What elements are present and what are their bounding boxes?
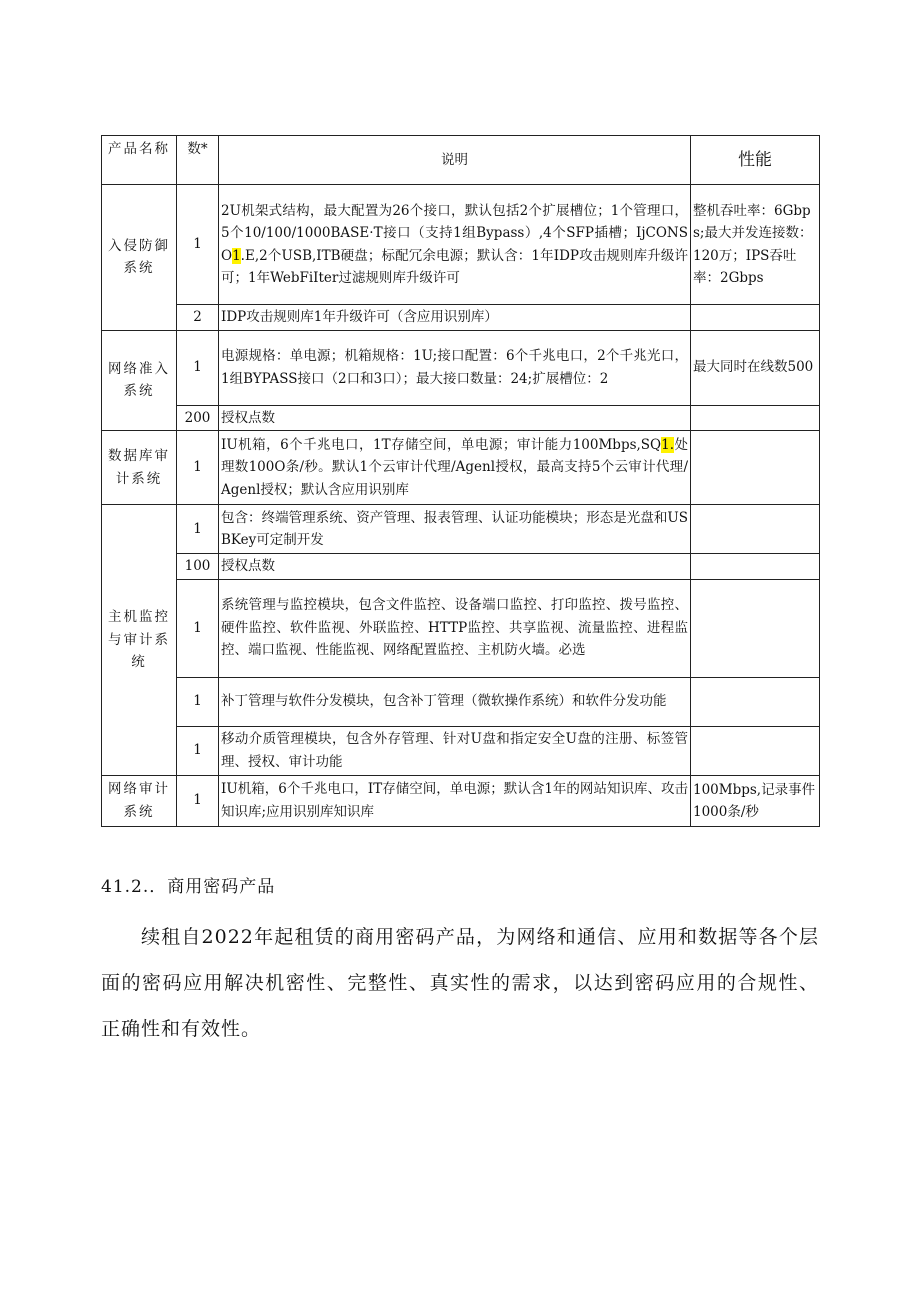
table-row xyxy=(102,579,820,677)
header-description: 说明 xyxy=(219,136,691,185)
section-heading: 41.2.．商用密码产品 xyxy=(101,877,276,897)
quantity-cell: 1 xyxy=(177,677,219,726)
quantity-cell: 200 xyxy=(177,405,219,431)
description-cell: 授权点数 xyxy=(219,405,691,431)
quantity-cell: 1 xyxy=(177,579,219,677)
quantity-cell: 1 xyxy=(177,330,219,405)
description-cell: 系统管理与监控模块，包含文件监控、设备端口监控、打印监控、拨号监控、硬件监控、软件监视、外联监控、HTTP监控、共享监视、流量监控、进程监控、端口监视、性能监视、网络配置监控、主机防火墙。必选 xyxy=(219,579,691,677)
product-name-net-audit: 网络审计系统 xyxy=(102,775,177,826)
quantity-cell: 100 xyxy=(177,554,219,580)
product-name-host-monitor: 主机监控与审计系统 xyxy=(102,505,177,776)
table-row xyxy=(102,726,820,775)
description-text: IU机箱，6个千兆电口，1T存储空间，单电源；审计能力100Mbps,SQ xyxy=(221,436,662,453)
highlight-mark: 1. xyxy=(661,436,675,453)
performance-cell xyxy=(691,431,820,505)
header-quantity: 数* xyxy=(177,136,219,185)
description-text: 2U机架式结构，最大配置为26个接口，默认包括2个扩展槽位；1个管理口，5个10/100/1000BASE·T接口（支持1组Bypass）,4个SFP插槽；IjCONSO xyxy=(221,202,688,264)
description-cell xyxy=(219,185,691,305)
performance-cell xyxy=(691,579,820,677)
table-row xyxy=(102,305,820,331)
table-row xyxy=(102,431,820,505)
product-name-nac: 网络准入系统 xyxy=(102,330,177,431)
description-cell: 补丁管理与软件分发模块，包含补丁管理（微软操作系统）和软件分发功能 xyxy=(219,677,691,726)
description-cell: 电源规格：单电源；机箱规格：1U;接口配置：6个千兆电口，2个千兆光口，1组BYPASS接口（2口和3口）；最大接口数量：24;扩展槽位：2 xyxy=(219,330,691,405)
highlight-mark: 1 xyxy=(232,247,241,264)
performance-cell xyxy=(691,677,820,726)
table-header-row xyxy=(102,136,820,185)
performance-cell xyxy=(691,505,820,554)
description-text: 处理数100O条/秒。默认1个云审计代理/Agenl授权，最高支持5个云审计代理/Agenl授权；默认含应用识别库 xyxy=(221,436,688,498)
performance-cell: 最大同时在线数500 xyxy=(691,330,820,405)
product-name-db-audit: 数据库审计系统 xyxy=(102,431,177,505)
product-name-ips: 入侵防御系统 xyxy=(102,185,177,331)
quantity-cell: 2 xyxy=(177,305,219,331)
performance-cell xyxy=(691,554,820,580)
product-spec-table xyxy=(101,135,820,827)
header-performance: 性能 xyxy=(691,136,820,185)
quantity-cell: 1 xyxy=(177,185,219,305)
table-row xyxy=(102,405,820,431)
performance-cell: 100Mbps,记录事件1000条/秒 xyxy=(691,775,820,826)
header-product-name: 产品名称 xyxy=(102,136,177,185)
table-row xyxy=(102,505,820,554)
table-row xyxy=(102,775,820,826)
description-cell: IDP攻击规则库1年升级许可（含应用识别库） xyxy=(219,305,691,331)
performance-cell xyxy=(691,405,820,431)
description-cell: 移动介质管理模块，包含外存管理、针对U盘和指定安全U盘的注册、标签管理、授权、审计功能 xyxy=(219,726,691,775)
quantity-cell: 1 xyxy=(177,775,219,826)
table-row xyxy=(102,330,820,405)
table-row xyxy=(102,677,820,726)
description-cell: 包含：终端管理系统、资产管理、报表管理、认证功能模块；形态是光盘和USBKey可定制开发 xyxy=(219,505,691,554)
quantity-cell: 1 xyxy=(177,431,219,505)
quantity-cell: 1 xyxy=(177,726,219,775)
performance-cell: 整机吞吐率：6Gbps;最大并发连接数：120万；IPS吞吐率：2Gbps xyxy=(691,185,820,305)
description-text: .E,2个USB,ITB硬盘；标配冗余电源；默认含：1年IDP攻击规则库升级许可；1年WebFiIter过滤规则库升级许可 xyxy=(221,247,688,286)
performance-cell xyxy=(691,305,820,331)
table-row xyxy=(102,554,820,580)
body-paragraph: 续租自2022年起租赁的商用密码产品，为网络和通信、应用和数据等各个层面的密码应用解决机密性、完整性、真实性的需求，以达到密码应用的合规性、正确性和有效性。 xyxy=(101,926,819,1040)
description-cell: 授权点数 xyxy=(219,554,691,580)
description-cell xyxy=(219,431,691,505)
quantity-cell: 1 xyxy=(177,505,219,554)
performance-cell xyxy=(691,726,820,775)
table-row xyxy=(102,185,820,305)
description-cell: IU机箱，6个千兆电口，IT存储空间，单电源；默认含1年的网站知识库、攻击知识库;应用识别库知识库 xyxy=(219,775,691,826)
